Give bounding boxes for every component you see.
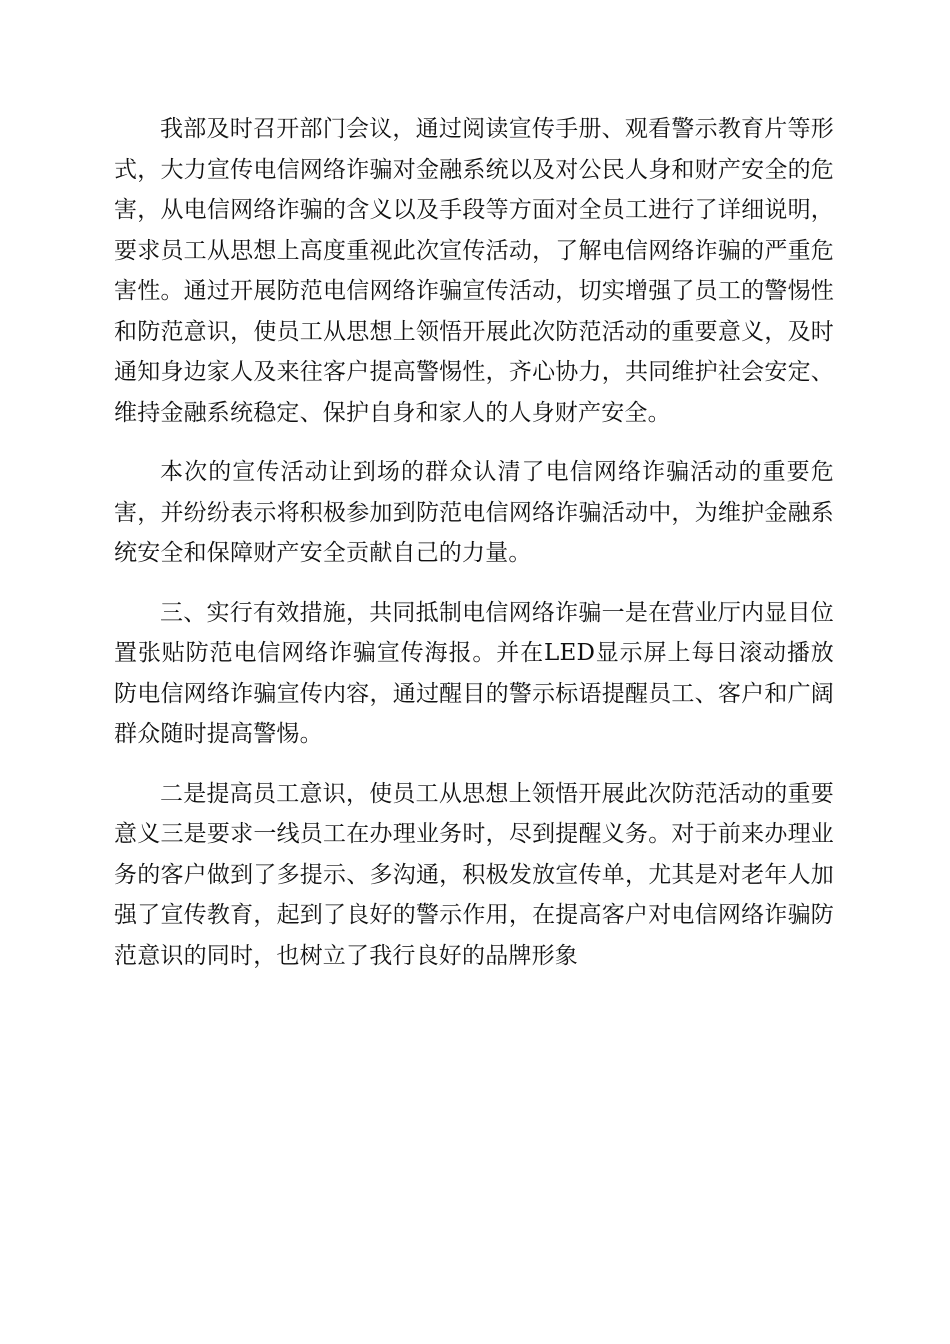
document-body — [114, 109, 834, 995]
paragraph-meeting-publicity: 我部及时召开部门会议，通过阅读宣传手册、观看警示教育片等形式，大力宣传电信网络诈骗对金融系统以及对公民人身和财产安全的危害，从电信网络诈骗的含义以及手段等方面对全员工进行了详细说明，要求员工从思想上高度重视此次宣传活动，了解电信网络诈骗的严重危害性。通过开展防范电信网络诈骗宣传活动，切实增强了员工的警惕性和防范意识，使员工从思想上领悟开展此次防范活动的重要意义，及时通知身边家人及来往客户提高警惕性，齐心协力，共同维护社会安定、维持金融系统稳定、保护自身和家人的人身财产安全。 — [114, 116, 834, 426]
paragraph-staff-awareness: 二是提高员工意识，使员工从思想上领悟开展此次防范活动的重要意义三是要求一线员工在办理业务时，尽到提醒义务。对于前来办理业务的客户做到了多提示、多沟通，积极发放宣传单，尤其是对老年人加强了宣传教育，起到了良好的警示作用，在提高客户对电信网络诈骗防范意识的同时，也树立了我行良好的品牌形象 — [114, 780, 834, 969]
paragraph-effective-measures: 三、实行有效措施，共同抵制电信网络诈骗一是在营业厅内显目位置张贴防范电信网络诈骗宣传海报。并在LED显示屏上每日滚动播放防电信网络诈骗宣传内容，通过醒目的警示标语提醒员工、客户和广阔群众随时提高警惕。 — [114, 599, 834, 747]
paragraph-activity-effect: 本次的宣传活动让到场的群众认清了电信网络诈骗活动的重要危害，并纷纷表示将积极参加到防范电信网络诈骗活动中，为维护金融系统安全和保障财产安全贡献自己的力量。 — [114, 459, 834, 566]
